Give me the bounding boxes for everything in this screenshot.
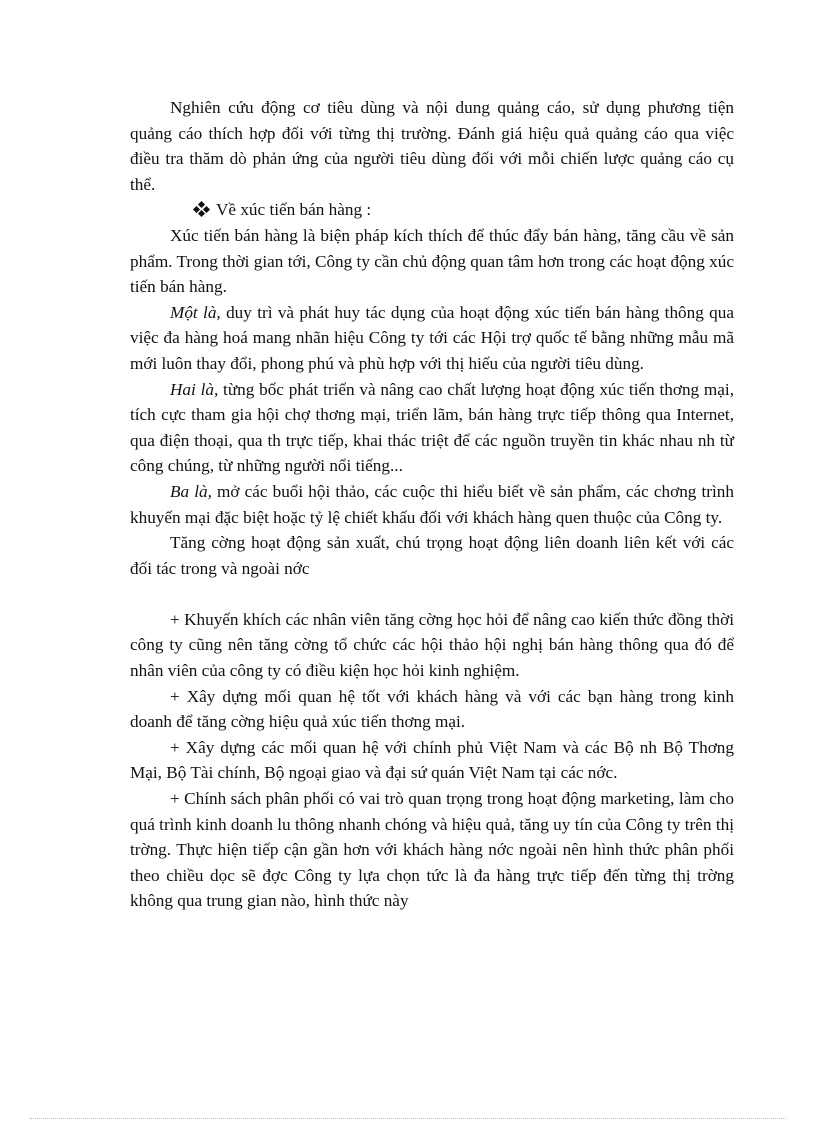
first-measure-lead: Một là, xyxy=(170,302,221,322)
paragraph-first-measure xyxy=(130,300,734,377)
diamond-bullet-icon xyxy=(192,202,210,216)
document-body xyxy=(130,95,734,914)
third-measure-lead: Ba là, xyxy=(170,481,212,501)
section-heading-sales-promotion xyxy=(130,197,734,223)
first-measure-text: duy trì và phát huy tác dụng của hoạt động xúc tiến bán hàng thông qua việc đa hàng hoá mang nhãn hiệu Công ty tới các Hội trợ quốc tế bằng những mẫu mã mới luôn thay đổi, phong phú và phù hợp với thị hiếu của người tiêu dùng. xyxy=(130,302,734,373)
paragraph-distribution-policy: + Chính sách phân phối có vai trò quan trọng trong hoạt động marketing, làm cho quá trình kinh doanh lu thông nhanh chóng và hiệu quả, tăng uy tín của Công ty trên thị trờng. Thực hiện tiếp cận gần hơn với khách hàng nớc ngoài nên hình thức phân phối theo chiều dọc sẽ đợc Công ty lựa chọn tức là đa hàng trực tiếp đến từng thị trờng không qua trung gian nào, hình thức này xyxy=(130,789,734,911)
paragraph-staff-training: + Khuyến khích các nhân viên tăng cờng học hỏi để nâng cao kiến thức đồng thời công ty cũng nên tăng cờng tổ chức các hội thảo hội nghị bán hàng thông qua đó để nhân viên của công ty có điều kiện học hỏi kinh nghiệm. xyxy=(130,609,734,681)
paragraph-advertising-research: Nghiên cứu động cơ tiêu dùng và nội dung quảng cáo, sử dụng phương tiện quảng cáo thích hợp đối với từng thị trường. Đánh giá hiệu quả quảng cáo qua việc điều tra thăm dò phản ứng của người tiêu dùng đối với mỗi chiến lược quảng cáo cụ thể. xyxy=(130,98,734,194)
blank-line xyxy=(130,581,734,607)
paragraph-production-partnership: Tăng cờng hoạt động sản xuất, chú trọng hoạt động liên doanh liên kết với các đối tác trong và ngoài nớc xyxy=(130,533,734,578)
paragraph-customer-relations: + Xây dựng mối quan hệ tốt với khách hàng và với các bạn hàng trong kinh doanh để tăng cờng hiệu quả xúc tiến thơng mại. xyxy=(130,686,734,732)
second-measure-lead: Hai là, xyxy=(170,379,219,399)
third-measure-text: mở các buổi hội thảo, các cuộc thi hiểu biết về sản phẩm, các chơng trình khuyến mại đặc biệt hoặc tỷ lệ chiết khấu đối với khách hàng quen thuộc của Công ty. xyxy=(130,481,734,527)
paragraph-second-measure xyxy=(130,377,734,479)
paragraph-government-relations: + Xây dựng các mối quan hệ với chính phủ Việt Nam và các Bộ nh Bộ Thơng Mại, Bộ Tài chính, Bộ ngoại giao và đại sứ quán Việt Nam tại các nớc. xyxy=(130,737,734,783)
paragraph-sales-promotion-intro: Xúc tiến bán hàng là biện pháp kích thích để thúc đẩy bán hàng, tăng cầu về sản phẩm. Trong thời gian tới, Công ty cần chủ động quan tâm hơn trong các hoạt động xúc tiến bán hàng. xyxy=(130,225,734,297)
section-heading-text: Về xúc tiến bán hàng : xyxy=(216,200,372,220)
paragraph-third-measure xyxy=(130,479,734,530)
page-bottom-border xyxy=(30,1118,786,1119)
second-measure-text: từng bốc phát triển và nâng cao chất lượng hoạt động xúc tiến thơng mại, tích cực tham gia hội chợ thơng mại, triển lãm, bán hàng trực tiếp thông qua Internet, qua điện thoại, qua th trực tiếp, khai thác triệt để các nguồn truyền tin khác nhau nh từ công chúng, từ những người nổi tiếng... xyxy=(130,379,735,476)
